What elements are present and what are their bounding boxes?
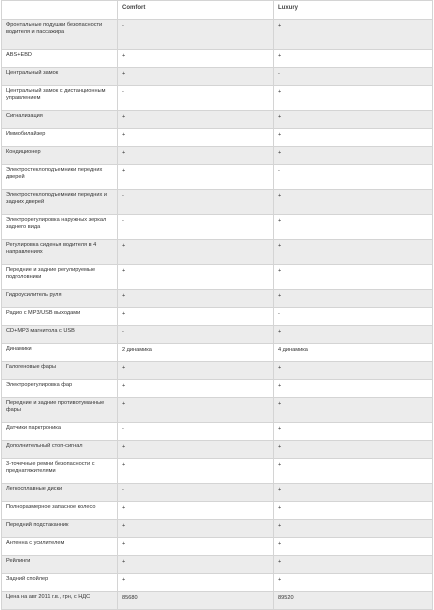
table-row [2,215,433,240]
table-row [2,129,433,147]
luxury-value-cell: + [274,129,433,147]
luxury-value-cell: + [274,190,433,215]
header-feature [2,1,118,20]
comfort-value-cell: 2 динамика [118,344,274,362]
table-row [2,574,433,592]
comfort-value-cell: + [118,441,274,459]
feature-cell: Галогеновые фары [2,362,118,380]
table-row [2,165,433,190]
luxury-value-cell: + [274,50,433,68]
comfort-value-cell: - [118,86,274,111]
luxury-value-cell: + [274,423,433,441]
comfort-value-cell: + [118,459,274,484]
table-row [2,362,433,380]
luxury-value-cell: + [274,538,433,556]
table-row [2,111,433,129]
feature-cell: Цена на авг 2011 г.в., грн, с НДС [2,592,118,610]
trim-comparison-table [1,0,433,610]
table-row [2,556,433,574]
table-row [2,326,433,344]
table-row [2,50,433,68]
luxury-value-cell: 4 динамика [274,344,433,362]
table-row [2,190,433,215]
table-body [2,20,433,610]
comfort-value-cell: + [118,129,274,147]
comfort-value-cell: + [118,290,274,308]
comfort-value-cell: + [118,574,274,592]
table-row [2,502,433,520]
comfort-value-cell: + [118,502,274,520]
table-row [2,423,433,441]
comfort-value-cell: - [118,326,274,344]
luxury-value-cell: + [274,459,433,484]
feature-cell: Иммобилайзер [2,129,118,147]
feature-cell: Передние и задние регулируемые подголовники [2,265,118,290]
luxury-value-cell: + [274,520,433,538]
feature-cell: Регулировка сиденья водителя в 4 направлениях [2,240,118,265]
feature-cell: Легкосплавные диски [2,484,118,502]
feature-cell: Электрорегулировка наружных зеркал заднего вида [2,215,118,240]
feature-cell: Датчики парктроника [2,423,118,441]
comfort-value-cell: - [118,20,274,50]
table-row [2,20,433,50]
comfort-value-cell: + [118,68,274,86]
comfort-value-cell: + [118,265,274,290]
luxury-value-cell: + [274,574,433,592]
feature-cell: 3-точечные ремни безопасности с преднатяжителями [2,459,118,484]
luxury-value-cell: + [274,111,433,129]
feature-cell: Кондиционер [2,147,118,165]
table-row [2,484,433,502]
comfort-value-cell: + [118,147,274,165]
feature-cell: Центральный замок [2,68,118,86]
luxury-value-cell: + [274,326,433,344]
table-row [2,441,433,459]
feature-cell: Полноразмерное запасное колесо [2,502,118,520]
luxury-value-cell: - [274,308,433,326]
table-row [2,344,433,362]
feature-cell: Антенна с усилителем [2,538,118,556]
header-comfort: Comfort [118,1,274,20]
luxury-value-cell: + [274,362,433,380]
comfort-value-cell: + [118,240,274,265]
feature-cell: Динамики [2,344,118,362]
table-row [2,520,433,538]
luxury-value-cell: + [274,502,433,520]
comfort-value-cell: + [118,538,274,556]
table-row [2,290,433,308]
header-row [2,1,433,20]
luxury-value-cell: + [274,290,433,308]
table-row [2,68,433,86]
table-row [2,86,433,111]
table-row [2,459,433,484]
comfort-value-cell: - [118,484,274,502]
luxury-value-cell: + [274,380,433,398]
luxury-value-cell: + [274,20,433,50]
comfort-value-cell: + [118,308,274,326]
header-luxury: Luxury [274,1,433,20]
comfort-value-cell: + [118,50,274,68]
table-header [2,1,433,20]
feature-cell: Электростеклоподъемники передних дверей [2,165,118,190]
luxury-value-cell: + [274,86,433,111]
feature-cell: Передние и задние противотуманные фары [2,398,118,423]
luxury-value-cell: + [274,441,433,459]
table-row [2,308,433,326]
feature-cell: ABS+EBD [2,50,118,68]
feature-cell: Электростеклоподъемники передних и задних дверей [2,190,118,215]
table-row [2,147,433,165]
luxury-value-cell: - [274,165,433,190]
luxury-value-cell: - [274,68,433,86]
feature-cell: Дополнительный стоп-сигнал [2,441,118,459]
feature-cell: Передний подстаканник [2,520,118,538]
feature-cell: Радио с MP3/USB выходами [2,308,118,326]
luxury-value-cell: + [274,265,433,290]
comfort-value-cell: + [118,165,274,190]
feature-cell: Электрорегулировка фар [2,380,118,398]
comfort-value-cell: + [118,380,274,398]
comfort-value-cell: + [118,398,274,423]
table-row [2,538,433,556]
luxury-value-cell: + [274,240,433,265]
comfort-value-cell: + [118,520,274,538]
table-row [2,398,433,423]
feature-cell: Сигнализация [2,111,118,129]
comfort-value-cell: - [118,190,274,215]
comfort-value-cell: + [118,111,274,129]
comfort-value-cell: 85680 [118,592,274,610]
luxury-value-cell: + [274,556,433,574]
feature-cell: Гидроусилитель руля [2,290,118,308]
comfort-value-cell: - [118,423,274,441]
feature-cell: Центральный замок с дистанционным управлением [2,86,118,111]
comfort-value-cell: + [118,556,274,574]
table-row [2,265,433,290]
comfort-value-cell: - [118,215,274,240]
luxury-value-cell: + [274,147,433,165]
feature-cell: Рейлинги [2,556,118,574]
luxury-value-cell: 89520 [274,592,433,610]
luxury-value-cell: + [274,398,433,423]
luxury-value-cell: + [274,215,433,240]
feature-cell: CD+MP3 магнитола с USB [2,326,118,344]
feature-cell: Задний спойлер [2,574,118,592]
trim-comparison-table-wrapper [1,0,432,610]
table-row [2,380,433,398]
comfort-value-cell: + [118,362,274,380]
feature-cell: Фронтальные подушки безопасности водителя и пассажира [2,20,118,50]
luxury-value-cell: + [274,484,433,502]
table-row [2,240,433,265]
table-row [2,592,433,610]
